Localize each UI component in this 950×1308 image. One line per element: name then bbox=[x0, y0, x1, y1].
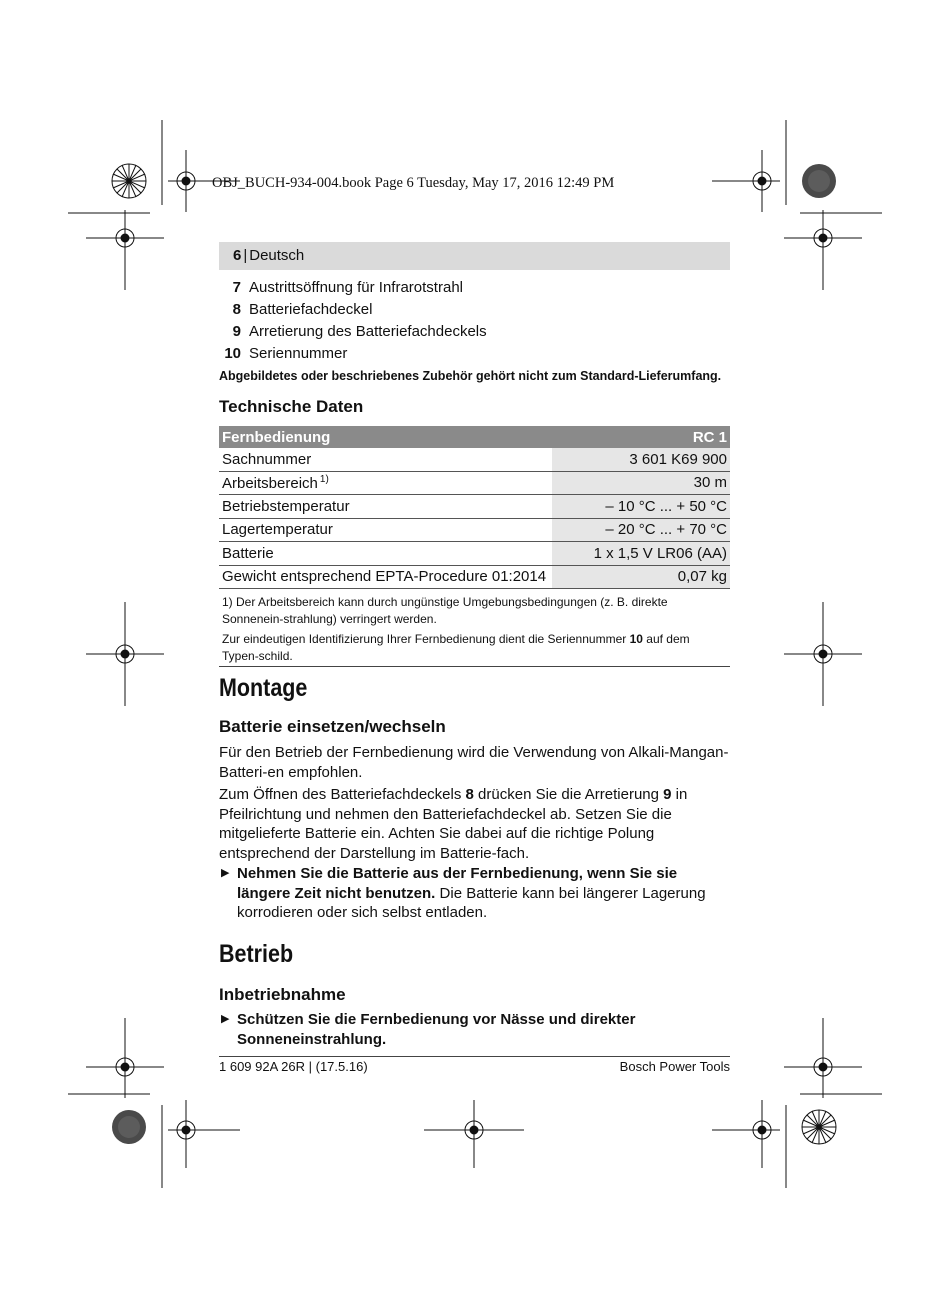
table-row: Sachnummer 3 601 K69 900 bbox=[219, 448, 730, 471]
table-header-row: Fernbedienung RC 1 bbox=[219, 426, 730, 448]
grey-target-icon bbox=[112, 1110, 146, 1144]
page-header bbox=[219, 242, 730, 270]
starburst-icon bbox=[802, 1110, 836, 1144]
table-row: Lagertemperatur – 20 °C ... + 70 °C bbox=[219, 518, 730, 542]
paragraph: Für den Betrieb der Fernbedienung wird die Verwendung von Alkali-Mangan-Batteri-en empfohlen. bbox=[219, 744, 729, 781]
footnote-marker: 1) bbox=[319, 473, 329, 485]
table-footnote: 1) Der Arbeitsbereich kann durch ungünstige Umgebungsbedingungen (z. B. direkte Sonnenein-strahlung) verringert werden. bbox=[222, 595, 668, 626]
inbetriebnahme-subheading: Inbetriebnahme bbox=[219, 985, 346, 1004]
footer-doc-number: 1 609 92A 26R | (17.5.16) bbox=[219, 1059, 368, 1074]
accessory-note: Abgebildetes oder beschriebenes Zubehör gehört nicht zum Standard-Lieferumfang. bbox=[219, 369, 722, 383]
tech-data-heading: Technische Daten bbox=[219, 397, 364, 416]
table-row: Gewicht entsprechend EPTA-Procedure 01:2014 0,07 kg bbox=[219, 565, 730, 589]
table-row: Batterie 1 x 1,5 V LR06 (AA) bbox=[219, 542, 730, 566]
page-number: 6 bbox=[233, 247, 242, 264]
warning-item: ▶ Schützen Sie die Fernbedienung vor Nässe und direkter Sonneneinstrahlung. bbox=[221, 1011, 636, 1048]
table-row: Betriebstemperatur – 10 °C ... + 50 °C bbox=[219, 495, 730, 519]
serial-note: Zur eindeutigen Identifizierung Ihrer Fernbedienung dient die Seriennummer 10 auf dem Typen-schild. bbox=[222, 632, 690, 663]
triangle-right-icon: ▶ bbox=[221, 867, 230, 879]
section-divider bbox=[219, 666, 730, 667]
starburst-icon bbox=[112, 164, 146, 198]
list-item: 9 Arretierung des Batteriefachdeckels bbox=[232, 323, 487, 340]
paragraph: Zum Öffnen des Batteriefachdeckels 8 drücken Sie die Arretierung 9 in Pfeilrichtung und nehmen den Batteriefachdeckel ab. Setzen Sie die mitgelieferte Batterie ein. Achten Sie dabei auf die richtige Polung entsprechend der Darstellung im Batterie-fach. bbox=[219, 786, 688, 862]
table-row: Arbeitsbereich $^{1)}$ 30 m bbox=[219, 471, 730, 495]
header-separator: | bbox=[243, 247, 248, 264]
montage-heading: Montage bbox=[219, 674, 308, 702]
betrieb-heading: Betrieb bbox=[219, 940, 294, 968]
list-item: 7 Austrittsöffnung für Infrarotstrahl bbox=[232, 279, 463, 296]
list-item: 8 Batteriefachdeckel bbox=[232, 301, 373, 318]
warning-item: ▶ Nehmen Sie die Batterie aus der Fernbedienung, wenn Sie sie längere Zeit nicht benutzen. Die Batterie kann bei längerer Lagerung korrodieren oder sich selbst entladen. bbox=[221, 865, 706, 921]
footer-brand: Bosch Power Tools bbox=[619, 1059, 730, 1074]
list-item: 10 Seriennummer bbox=[224, 345, 348, 362]
spec-table bbox=[219, 426, 730, 589]
battery-subheading: Batterie einsetzen/wechseln bbox=[219, 717, 446, 736]
header-language: Deutsch bbox=[249, 247, 305, 264]
triangle-right-icon: ▶ bbox=[221, 1013, 230, 1025]
footer-rule bbox=[219, 1056, 730, 1057]
print-slug: OBJ_BUCH-934-004.book Page 6 Tuesday, May 17, 2016 12:49 PM bbox=[212, 175, 615, 191]
grey-target-icon bbox=[802, 164, 836, 198]
